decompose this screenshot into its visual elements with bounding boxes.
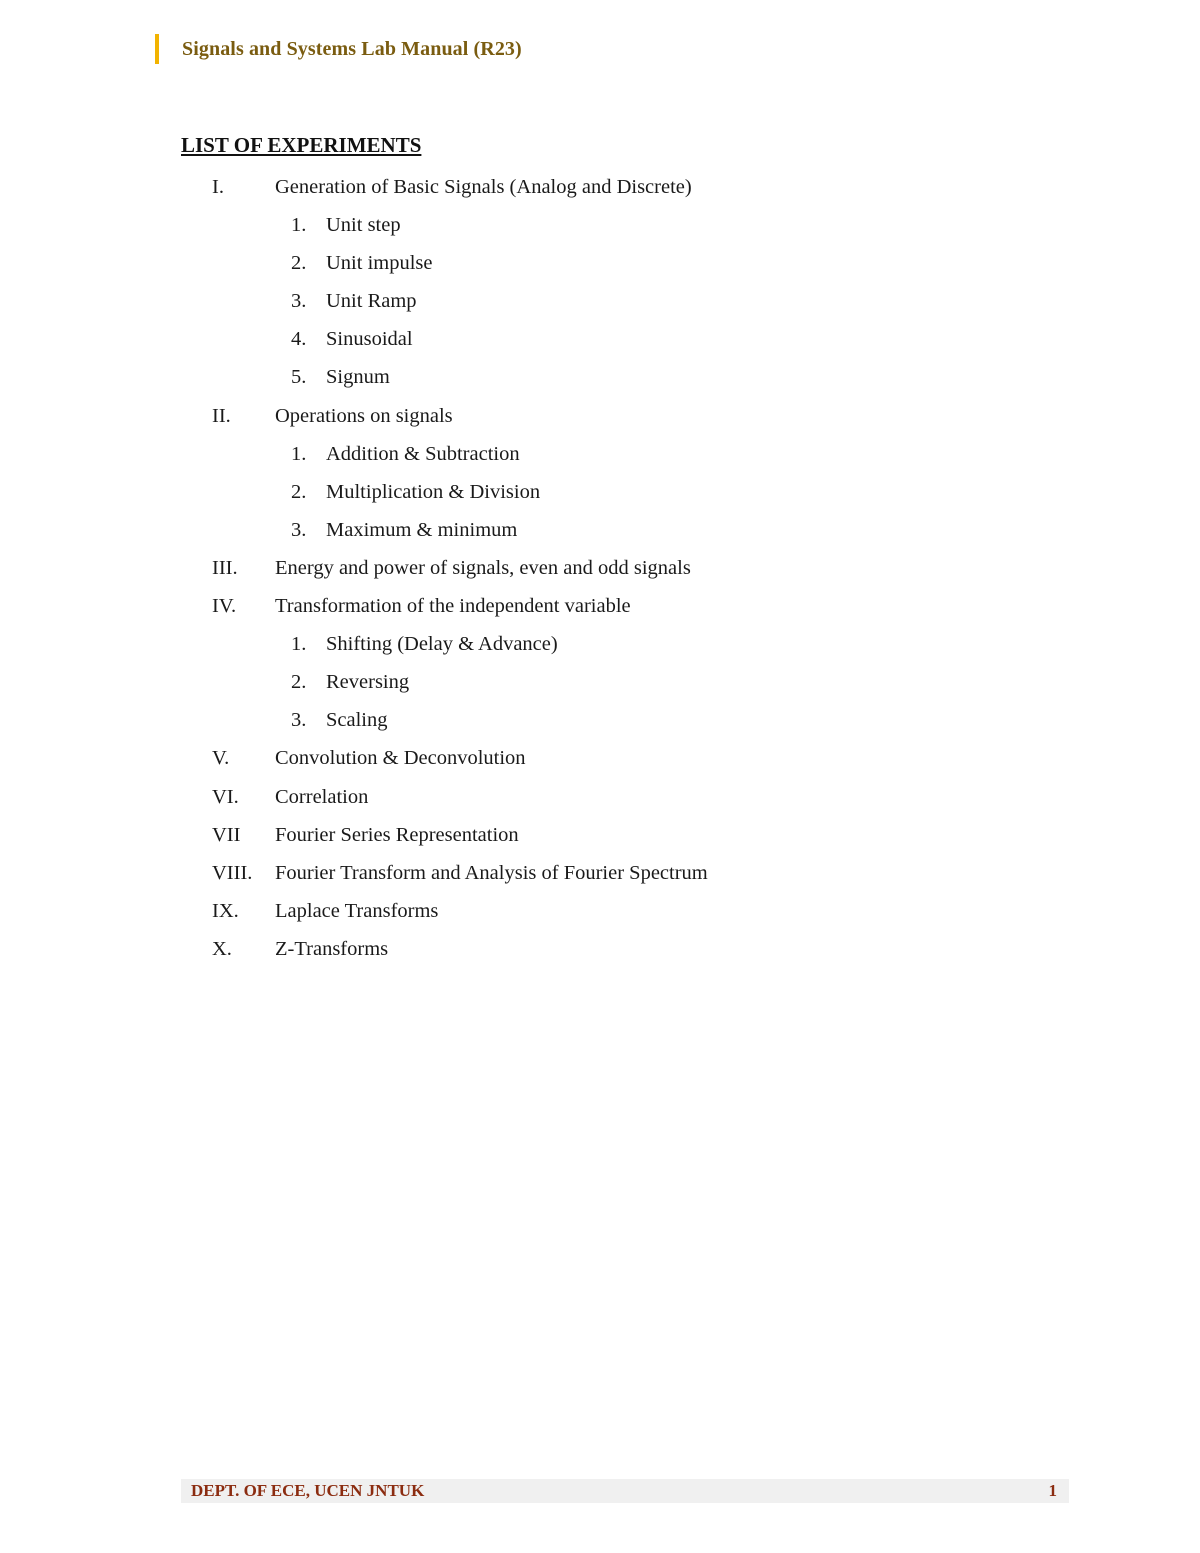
sub-item-number: 2. bbox=[291, 480, 307, 503]
page-footer bbox=[181, 1479, 1069, 1503]
experiment-row bbox=[0, 778, 1200, 816]
experiment-row bbox=[0, 739, 1200, 777]
experiment-numeral: VII bbox=[212, 823, 241, 846]
experiment-title: Transformation of the independent variable bbox=[275, 595, 631, 618]
sub-item-number: 4. bbox=[291, 328, 307, 351]
sub-item-row bbox=[0, 701, 1200, 739]
sub-item-text: Shifting (Delay & Advance) bbox=[326, 633, 558, 656]
sub-item-row bbox=[0, 282, 1200, 320]
experiment-row bbox=[0, 587, 1200, 625]
sub-item-row bbox=[0, 473, 1200, 511]
experiment-row bbox=[0, 397, 1200, 435]
experiment-row bbox=[0, 854, 1200, 892]
sub-item-row bbox=[0, 320, 1200, 358]
experiment-title: Generation of Basic Signals (Analog and Discrete) bbox=[275, 176, 692, 198]
sub-item-text: Reversing bbox=[326, 671, 410, 694]
sub-item-row bbox=[0, 206, 1200, 244]
experiment-numeral: VI. bbox=[212, 785, 239, 808]
experiment-numeral: V. bbox=[212, 747, 230, 770]
experiment-title: Convolution & Deconvolution bbox=[275, 747, 526, 770]
experiment-numeral: VIII. bbox=[212, 861, 253, 884]
sub-item-text: Scaling bbox=[326, 709, 388, 732]
header-title: Signals and Systems Lab Manual (R23) bbox=[182, 37, 522, 60]
experiment-row bbox=[0, 892, 1200, 930]
sub-item-number: 3. bbox=[291, 518, 307, 541]
sub-item-row bbox=[0, 358, 1200, 396]
experiment-title: Fourier Transform and Analysis of Fourier Spectrum bbox=[275, 861, 708, 884]
experiment-numeral: III. bbox=[212, 556, 238, 579]
experiment-title: Energy and power of signals, even and odd signals bbox=[275, 556, 691, 579]
experiment-row bbox=[0, 549, 1200, 587]
sub-item-text: Sinusoidal bbox=[326, 328, 413, 351]
sub-item-number: 3. bbox=[291, 290, 307, 313]
sub-item-number: 2. bbox=[291, 671, 307, 694]
sub-item-text: Unit impulse bbox=[326, 252, 433, 275]
header-accent-bar bbox=[155, 34, 159, 64]
experiment-numeral: II. bbox=[212, 404, 231, 427]
experiment-numeral: X. bbox=[212, 937, 232, 960]
experiment-numeral: IX. bbox=[212, 899, 239, 922]
sub-item-number: 3. bbox=[291, 709, 307, 732]
sub-item-text: Multiplication & Division bbox=[326, 480, 541, 503]
experiment-row bbox=[0, 930, 1200, 968]
sub-item-number: 1. bbox=[291, 442, 307, 465]
sub-item-row bbox=[0, 435, 1200, 473]
list-heading: LIST OF EXPERIMENTS bbox=[181, 133, 422, 157]
sub-item-text: Unit Ramp bbox=[326, 290, 417, 313]
sub-item-text: Maximum & minimum bbox=[326, 518, 518, 541]
experiment-list bbox=[0, 168, 1200, 968]
sub-item-row bbox=[0, 244, 1200, 282]
experiment-title: Operations on signals bbox=[275, 404, 453, 427]
experiment-row bbox=[0, 816, 1200, 854]
sub-item-number: 1. bbox=[291, 633, 307, 656]
experiment-numeral: I. bbox=[212, 176, 224, 198]
sub-item-text: Signum bbox=[326, 366, 390, 389]
sub-item-text: Unit step bbox=[326, 214, 401, 237]
sub-item-number: 2. bbox=[291, 252, 307, 275]
experiment-row bbox=[0, 168, 1200, 206]
sub-item-row bbox=[0, 663, 1200, 701]
experiment-title: Fourier Series Representation bbox=[275, 823, 519, 846]
sub-item-text: Addition & Subtraction bbox=[326, 442, 520, 465]
experiment-title: Z-Transforms bbox=[275, 937, 389, 960]
sub-item-row bbox=[0, 511, 1200, 549]
experiment-title: Laplace Transforms bbox=[275, 899, 439, 922]
footer-page-number: 1 bbox=[1048, 1481, 1057, 1500]
sub-item-number: 5. bbox=[291, 366, 307, 389]
experiment-numeral: IV. bbox=[212, 595, 237, 618]
footer-department: DEPT. OF ECE, UCEN JNTUK bbox=[191, 1481, 425, 1500]
sub-item-row bbox=[0, 625, 1200, 663]
page-header bbox=[155, 34, 522, 64]
sub-item-number: 1. bbox=[291, 214, 307, 237]
experiment-title: Correlation bbox=[275, 785, 369, 808]
